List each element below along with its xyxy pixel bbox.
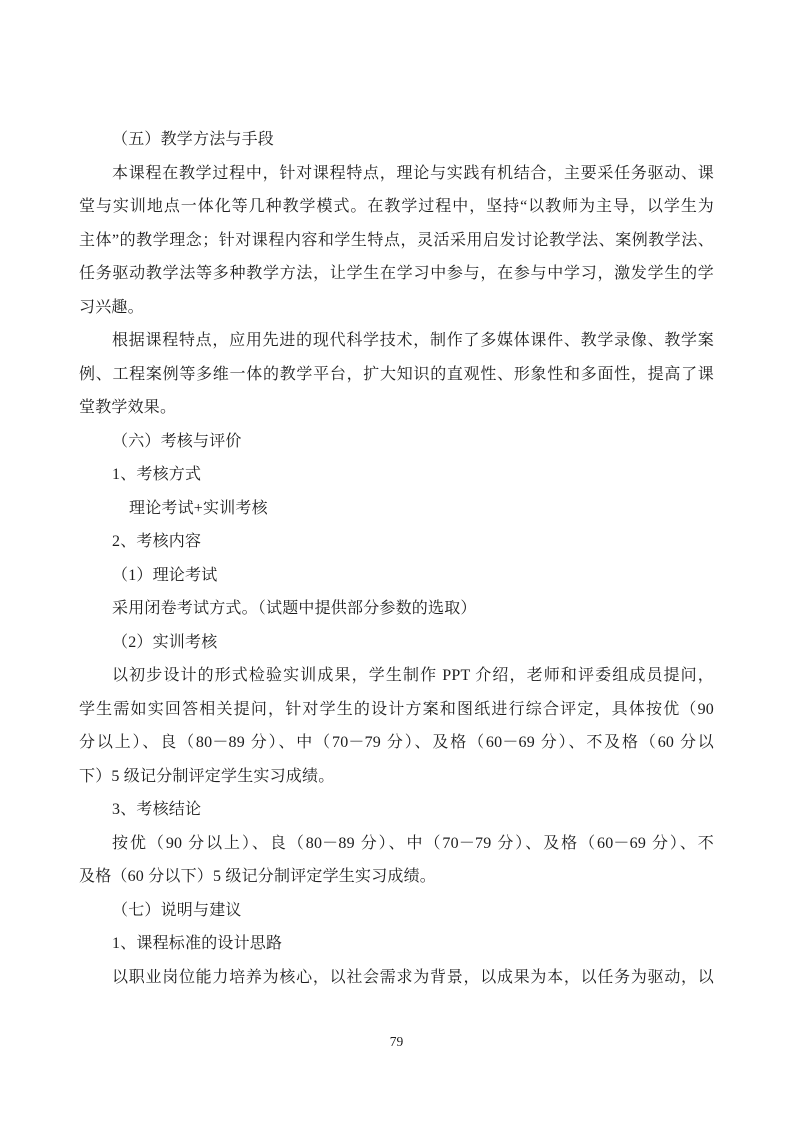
body-line: 以职业岗位能力培养为核心，以社会需求为背景，以成果为本，以任务为驱动，以 <box>112 968 714 986</box>
body-line: 以初步设计的形式检验实训成果，学生制作 PPT 介绍，老师和评委组成员提问， <box>112 667 714 684</box>
body-line: 堂教学效果。 <box>79 399 177 416</box>
body-line: 分以上）、良（80－89 分）、中（70－79 分）、及格（60－69 分）、不及格（60 分以 <box>79 734 714 751</box>
body-line: 主体”的教学理念；针对课程内容和学生特点，灵活采用启发讨论教学法、案例教学法、 <box>79 231 714 249</box>
page-number: 79 <box>389 1034 404 1049</box>
section-heading-line: （七）说明与建议 <box>112 901 242 919</box>
body-line: 及格（60 分以下）5 级记分制评定学生实习成绩。 <box>79 868 437 885</box>
sub-heading-line: （2）实训考核 <box>112 633 218 651</box>
sub-heading-line: 1、课程标准的设计思路 <box>112 935 283 952</box>
sub-heading-line: 2、考核内容 <box>112 533 202 550</box>
body-line: 下）5 级记分制评定学生实习成绩。 <box>79 767 335 785</box>
sub-heading-line: 3、考核结论 <box>112 801 202 818</box>
text-block <box>79 123 714 994</box>
body-line: 本课程在教学过程中，针对课程特点，理论与实践有机结合，主要采任务驱动、课 <box>112 164 714 182</box>
section-heading-line: （六）考核与评价 <box>112 432 242 450</box>
sub-heading-line: （1）理论考试 <box>112 566 218 584</box>
body-line: 例、工程案例等多维一体的教学平台，扩大知识的直观性、形象性和多面性，提高了课 <box>79 365 714 383</box>
body-line: 按优（90 分以上）、良（80－89 分）、中（70－79 分）、及格（60－69 分）、不 <box>112 834 714 852</box>
body-line: 学生需如实回答相关提问，针对学生的设计方案和图纸进行综合评定，具体按优（90 <box>79 700 714 718</box>
body-line: 根据课程特点，应用先进的现代科学技术，制作了多媒体课件、教学录像、教学案 <box>112 332 714 349</box>
section-heading-line: （五）教学方法与手段 <box>112 131 275 148</box>
body-line: 任务驱动教学法等多种教学方法，让学生在学习中参与，在参与中学习，激发学生的学 <box>79 265 714 282</box>
body-line: 理论考试+实训考核 <box>129 499 268 517</box>
body-line: 习兴趣。 <box>79 298 144 316</box>
body-line: 采用闭卷考试方式。（试题中提供部分参数的选取） <box>112 600 477 617</box>
body-line: 堂与实训地点一体化等几种教学模式。在教学过程中，坚持“以教师为主导，以学生为 <box>79 198 714 215</box>
sub-heading-line: 1、考核方式 <box>112 466 202 483</box>
